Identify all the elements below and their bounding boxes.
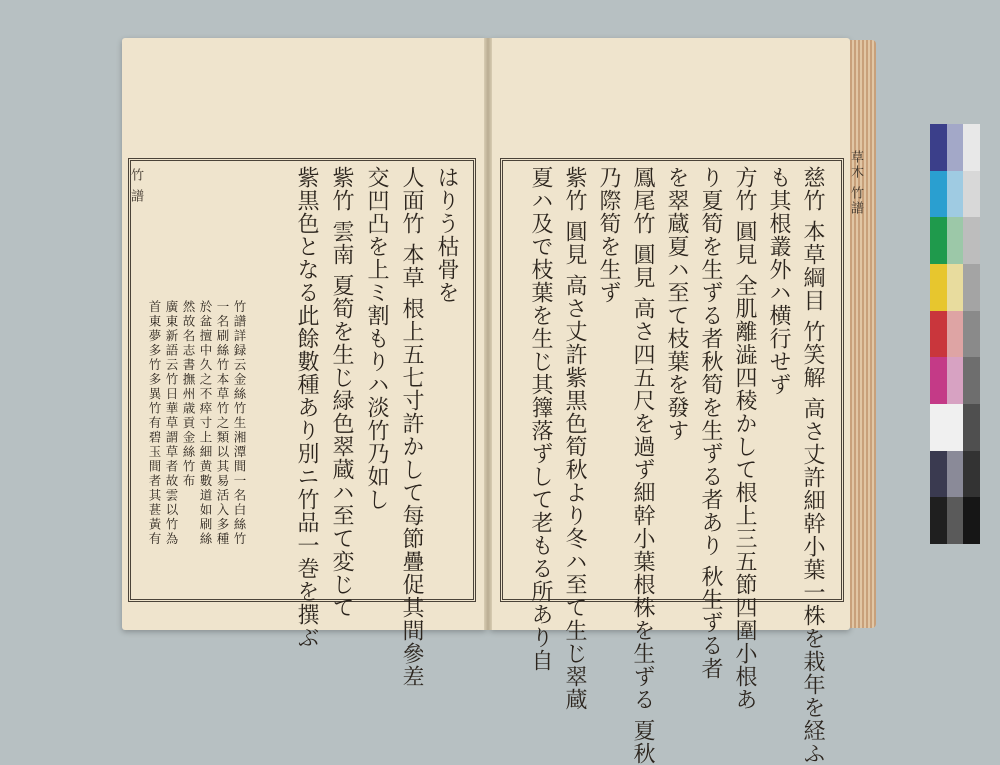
color-swatch <box>947 171 964 218</box>
right-column-9: 夏ハ及で枝葉を生じ其籜落ずして老もる所あり自 <box>528 166 553 672</box>
color-swatch <box>930 451 947 498</box>
book-gutter <box>484 38 492 630</box>
color-swatch <box>963 357 980 404</box>
color-swatch <box>930 124 947 171</box>
color-calibration-card <box>930 124 980 544</box>
right-column-2: も其根叢外ハ横行せず <box>766 166 791 396</box>
left-column-3: 交凹凸を上ミ割もりハ淡竹乃如し <box>364 166 389 511</box>
color-swatch <box>947 404 964 451</box>
color-swatch <box>963 217 980 264</box>
color-swatch <box>947 264 964 311</box>
page-edges <box>850 40 876 628</box>
color-swatch <box>947 217 964 264</box>
right-column-6: 鳳尾竹 圓見 高さ四五尺を過ず細幹小葉根株を生ずる 夏秋 <box>630 166 655 765</box>
left-column-4: 紫竹 雲南 夏筍を生じ緑色翠蔵ハ至て変じて <box>329 166 354 619</box>
color-swatch <box>930 264 947 311</box>
color-swatch <box>947 497 964 544</box>
color-swatch <box>963 264 980 311</box>
right-column-7: 乃際筍を生ず <box>596 166 621 304</box>
color-swatch <box>963 171 980 218</box>
left-note-5: 廣東新語云竹日華草謂草者故雲以竹為 <box>164 300 179 547</box>
left-column-1: はりう枯骨を <box>434 166 459 304</box>
left-page-head: 竹 譜 <box>128 168 143 205</box>
right-page-head: 草木 竹譜 <box>848 150 863 217</box>
left-note-6: 首東夢多竹多異竹有碧玉間者其葚黃有 <box>147 300 162 547</box>
color-swatch <box>947 451 964 498</box>
left-note-2: 一名刷絲竹本草竹之類以其易活入多種 <box>215 300 230 547</box>
right-column-5: を翠蔵夏ハ至て枝葉を發す <box>664 166 689 442</box>
color-swatch <box>963 311 980 358</box>
color-swatch <box>947 357 964 404</box>
color-swatch <box>930 497 947 544</box>
left-column-5: 紫黒色となる此餘數種あり別ニ竹品一巻を撰ぶ <box>294 166 319 649</box>
color-swatch <box>963 451 980 498</box>
right-column-3: 方竹 圓見 全肌離澁四稜かして根上三五節四圍小根あ <box>732 166 757 711</box>
right-column-1: 慈竹 本草綱目 竹笑解 高さ丈許細幹小葉一株を栽年を経ふ <box>800 166 825 765</box>
left-note-3: 於盆擅中久之不瘁寸上細黄數道如刷絲 <box>198 300 213 547</box>
color-swatch <box>947 311 964 358</box>
left-note-4: 然故名志書撫州歳貢金絲竹布 <box>181 300 196 489</box>
color-swatch <box>930 357 947 404</box>
color-swatch <box>947 124 964 171</box>
color-swatch <box>930 217 947 264</box>
color-swatch <box>930 404 947 451</box>
left-note-1: 竹譜詳録云金絲竹生湘潭間一名白絲竹 <box>232 300 247 547</box>
color-swatch <box>963 404 980 451</box>
right-column-4: り夏筍を生ずる者秋筍を生ずる者あり 秋生ずる者 <box>698 166 723 680</box>
left-column-2: 人面竹 本草 根上五七寸許かして每節疊促其間參差 <box>399 166 424 688</box>
right-column-8: 紫竹 圓見 高さ丈許紫黒色筍秋より冬ハ至て生じ翠蔵 <box>562 166 587 711</box>
color-swatch <box>963 497 980 544</box>
color-swatch <box>963 124 980 171</box>
color-swatch <box>930 311 947 358</box>
color-swatch <box>930 171 947 218</box>
